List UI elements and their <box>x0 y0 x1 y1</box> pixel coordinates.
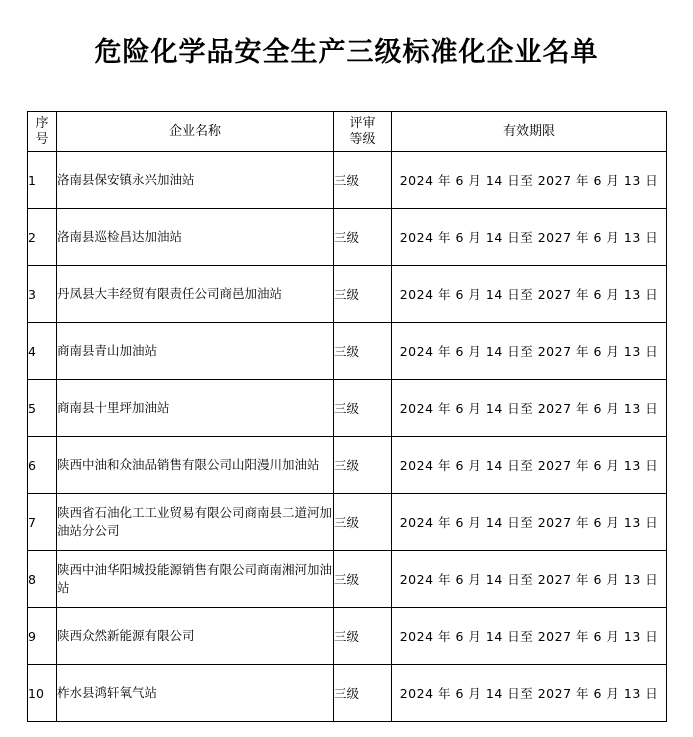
row-period: 2024 年 6 月 14 日至 2027 年 6 月 13 日 <box>392 323 667 380</box>
row-num: 1 <box>28 152 57 209</box>
row-company: 商南县十里坪加油站 <box>57 380 334 437</box>
row-grade: 三级 <box>334 152 392 209</box>
row-period: 2024 年 6 月 14 日至 2027 年 6 月 13 日 <box>392 380 667 437</box>
row-company: 陕西中油和众油品销售有限公司山阳漫川加油站 <box>57 437 334 494</box>
row-company: 洛南县巡检昌达加油站 <box>57 209 334 266</box>
row-period: 2024 年 6 月 14 日至 2027 年 6 月 13 日 <box>392 152 667 209</box>
row-company: 商南县青山加油站 <box>57 323 334 380</box>
row-period: 2024 年 6 月 14 日至 2027 年 6 月 13 日 <box>392 494 667 551</box>
company-table <box>27 111 667 722</box>
row-grade: 三级 <box>334 209 392 266</box>
row-company: 陕西众然新能源有限公司 <box>57 608 334 665</box>
header-num <box>28 112 57 152</box>
row-company: 陕西中油华阳城投能源销售有限公司商南湘河加油站 <box>57 551 334 608</box>
row-num: 2 <box>28 209 57 266</box>
row-period: 2024 年 6 月 14 日至 2027 年 6 月 13 日 <box>392 437 667 494</box>
row-num: 3 <box>28 266 57 323</box>
row-grade: 三级 <box>334 266 392 323</box>
table-row <box>28 608 667 665</box>
header-period: 有效期限 <box>392 112 667 152</box>
table-row <box>28 437 667 494</box>
row-num: 7 <box>28 494 57 551</box>
row-grade: 三级 <box>334 323 392 380</box>
header-grade <box>334 112 392 152</box>
table-row <box>28 665 667 722</box>
row-period: 2024 年 6 月 14 日至 2027 年 6 月 13 日 <box>392 266 667 323</box>
row-company: 柞水县鸿轩氧气站 <box>57 665 334 722</box>
row-grade: 三级 <box>334 380 392 437</box>
row-grade: 三级 <box>334 437 392 494</box>
row-period: 2024 年 6 月 14 日至 2027 年 6 月 13 日 <box>392 209 667 266</box>
row-period: 2024 年 6 月 14 日至 2027 年 6 月 13 日 <box>392 608 667 665</box>
header-company: 企业名称 <box>57 112 334 152</box>
header-grade-label: 评审等级 <box>349 115 376 147</box>
row-num: 4 <box>28 323 57 380</box>
row-grade: 三级 <box>334 665 392 722</box>
row-company: 洛南县保安镇永兴加油站 <box>57 152 334 209</box>
row-num: 8 <box>28 551 57 608</box>
table-row <box>28 323 667 380</box>
table-row <box>28 209 667 266</box>
page-title: 危险化学品安全生产三级标准化企业名单 <box>94 37 599 68</box>
table-row <box>28 380 667 437</box>
row-num: 6 <box>28 437 57 494</box>
row-period: 2024 年 6 月 14 日至 2027 年 6 月 13 日 <box>392 665 667 722</box>
table-row <box>28 494 667 551</box>
row-num: 10 <box>28 665 57 722</box>
table-row <box>28 152 667 209</box>
row-num: 5 <box>28 380 57 437</box>
row-grade: 三级 <box>334 551 392 608</box>
table-header-row <box>28 112 667 152</box>
row-period: 2024 年 6 月 14 日至 2027 年 6 月 13 日 <box>392 551 667 608</box>
row-company: 陕西省石油化工工业贸易有限公司商南县二道河加油站分公司 <box>57 494 334 551</box>
header-num-label: 序号 <box>35 115 49 147</box>
row-grade: 三级 <box>334 608 392 665</box>
row-grade: 三级 <box>334 494 392 551</box>
row-num: 9 <box>28 608 57 665</box>
table-row <box>28 551 667 608</box>
row-company: 丹凤县大丰经贸有限责任公司商邑加油站 <box>57 266 334 323</box>
table-row <box>28 266 667 323</box>
